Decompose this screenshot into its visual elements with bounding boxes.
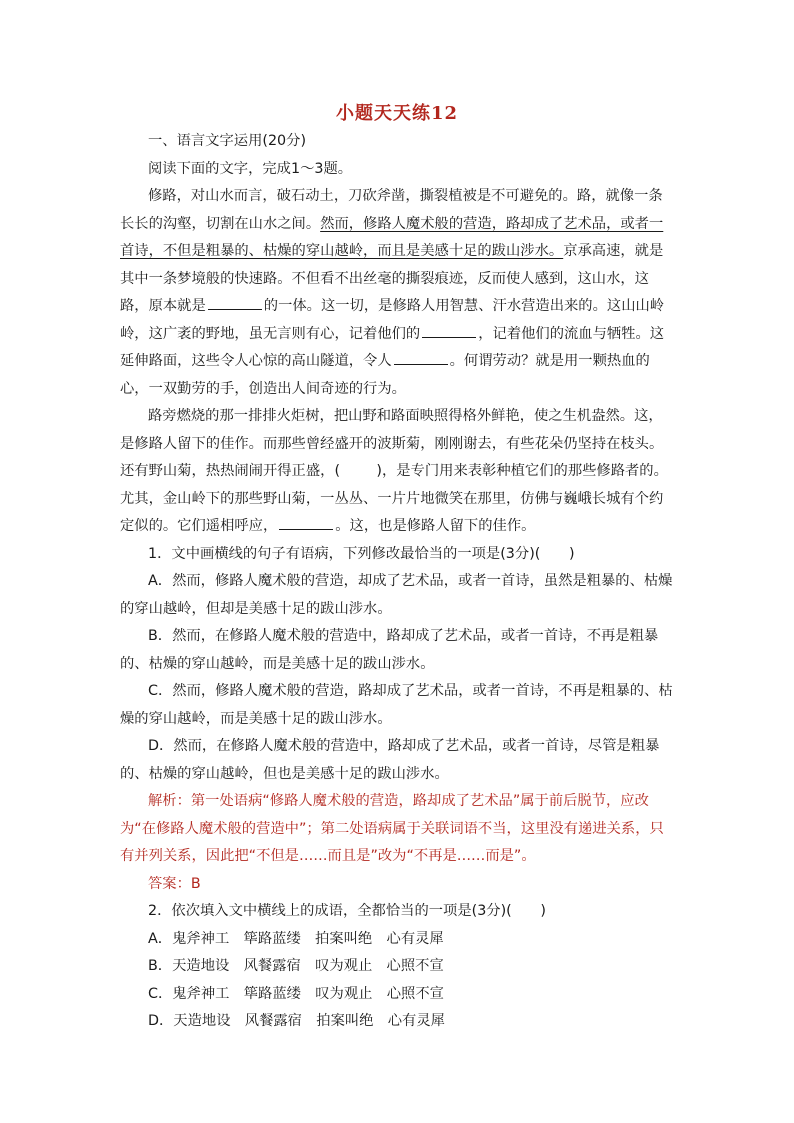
passage-text: 路旁燃烧的那一排排火炬树，把山野和路面映照得格外鲜艳，使之生机盎然。这，是修路人留下的佳作。而那些曾经盛开的波斯菊，刚刚谢去，有些花朵仍坚持在枝头。还有野山菊，热热闹闹开得正盛，(	[120, 408, 664, 479]
fill-blank-4	[279, 515, 333, 530]
question-2-stem: 2．依次填入文中横线上的成语，全都恰当的一项是(3分)( )	[148, 903, 546, 919]
fill-blank-1	[208, 295, 262, 310]
document-body	[120, 128, 676, 1036]
question-2-option-c: C．鬼斧神工 筚路蓝缕 叹为观止 心照不宣	[148, 985, 444, 1002]
page-title: 小题天天练12	[335, 103, 459, 124]
passage-text: )，是专门用来表彰种植它们的那些修路者的。尤其，金山岭下的那些野山菊，一丛丛、一片片地微笑在那里，仿佛与巍峨长城有个约定似的。它们遥相呼应，	[120, 463, 668, 534]
passage-text: 修路，对山水而言，破石动土，刀砍斧凿，撕裂植被是不可避免的。路，就像一条长长的沟壑，切割在山水之间。	[120, 188, 663, 232]
question-1-answer: 答案：B	[148, 875, 201, 892]
question-2-option-b: B．天造地设 风餐露宿 叹为观止 心照不宣	[148, 958, 444, 974]
question-1-option-c: C．然而，修路人魔术般的营造，路却成了艺术品，或者一首诗，不再是粗暴的、枯燥的穿山越岭，而是美感十足的跋山涉水。	[120, 683, 673, 727]
passage-text: 京承高速，就是其中一条梦境般的快速路。不但看不出丝毫的撕裂痕迹，反而使人感到，这山水，这路，原本就是	[120, 243, 664, 314]
question-1-option-a: A．然而，修路人魔术般的营造，却成了艺术品，或者一首诗，虽然是粗暴的、枯燥的穿山越岭，但却是美感十足的跋山涉水。	[120, 573, 673, 617]
paren-gap	[340, 463, 376, 479]
question-1-option-b: B．然而，在修路人魔术般的营造中，路却成了艺术品，或者一首诗，不再是粗暴的、枯燥的穿山越岭，而是美感十足的跋山涉水。	[120, 628, 659, 672]
passage-text: ，记着他们的流血与牺牲。这延伸路面，这些令人心惊的高山隧道，令人	[120, 325, 665, 369]
question-2-option-a: A．鬼斧神工 筚路蓝缕 拍案叫绝 心有灵犀	[148, 930, 444, 947]
question-1-option-d: D．然而，在修路人魔术般的营造中，路却成了艺术品，或者一首诗，尽管是粗暴的、枯燥的穿山越岭，但也是美感十足的跋山涉水。	[120, 738, 660, 782]
fill-blank-2	[422, 323, 476, 338]
passage-text: 。这，也是修路人留下的佳作。	[335, 518, 536, 534]
passage-text: 。何谓劳动？就是用一颗热血的心，一双勤劳的手，创造出人间奇迹的行为。	[120, 353, 650, 397]
passage-paragraph-1	[120, 183, 676, 403]
section-heading: 一、语言文字运用(20分)	[148, 133, 307, 149]
question-2-option-d: D．天造地设 风餐露宿 拍案叫绝 心有灵犀	[148, 1013, 445, 1029]
instruction-text: 阅读下面的文字，完成1～3题。	[148, 160, 353, 177]
fill-blank-3	[394, 350, 448, 365]
question-1-analysis: 解析：第一处语病“修路人魔术般的营造，路却成了艺术品”属于前后脱节，应改为“在修路人魔术般的营造中”；第二处语病属于关联词语不当，这里没有递进关系，只有并列关系，因此把“不但是……而且是”改为“不再是……而是”。	[120, 793, 664, 864]
passage-paragraph-2	[120, 403, 676, 541]
underlined-sentence: 然而，修路人魔术般的营造，路却成了艺术品，或者一首诗，不但是粗暴的、枯燥的穿山越岭，而且是美感十足的跋山涉水。	[120, 215, 664, 259]
passage-text: 的一体。这一切，是修路人用智慧、汗水营造出来的。这山山岭岭，这广袤的野地，虽无言则有心，记着他们的	[120, 298, 665, 342]
question-1-stem: 1．文中画横线的句子有语病，下列修改最恰当的一项是(3分)( )	[148, 545, 575, 562]
